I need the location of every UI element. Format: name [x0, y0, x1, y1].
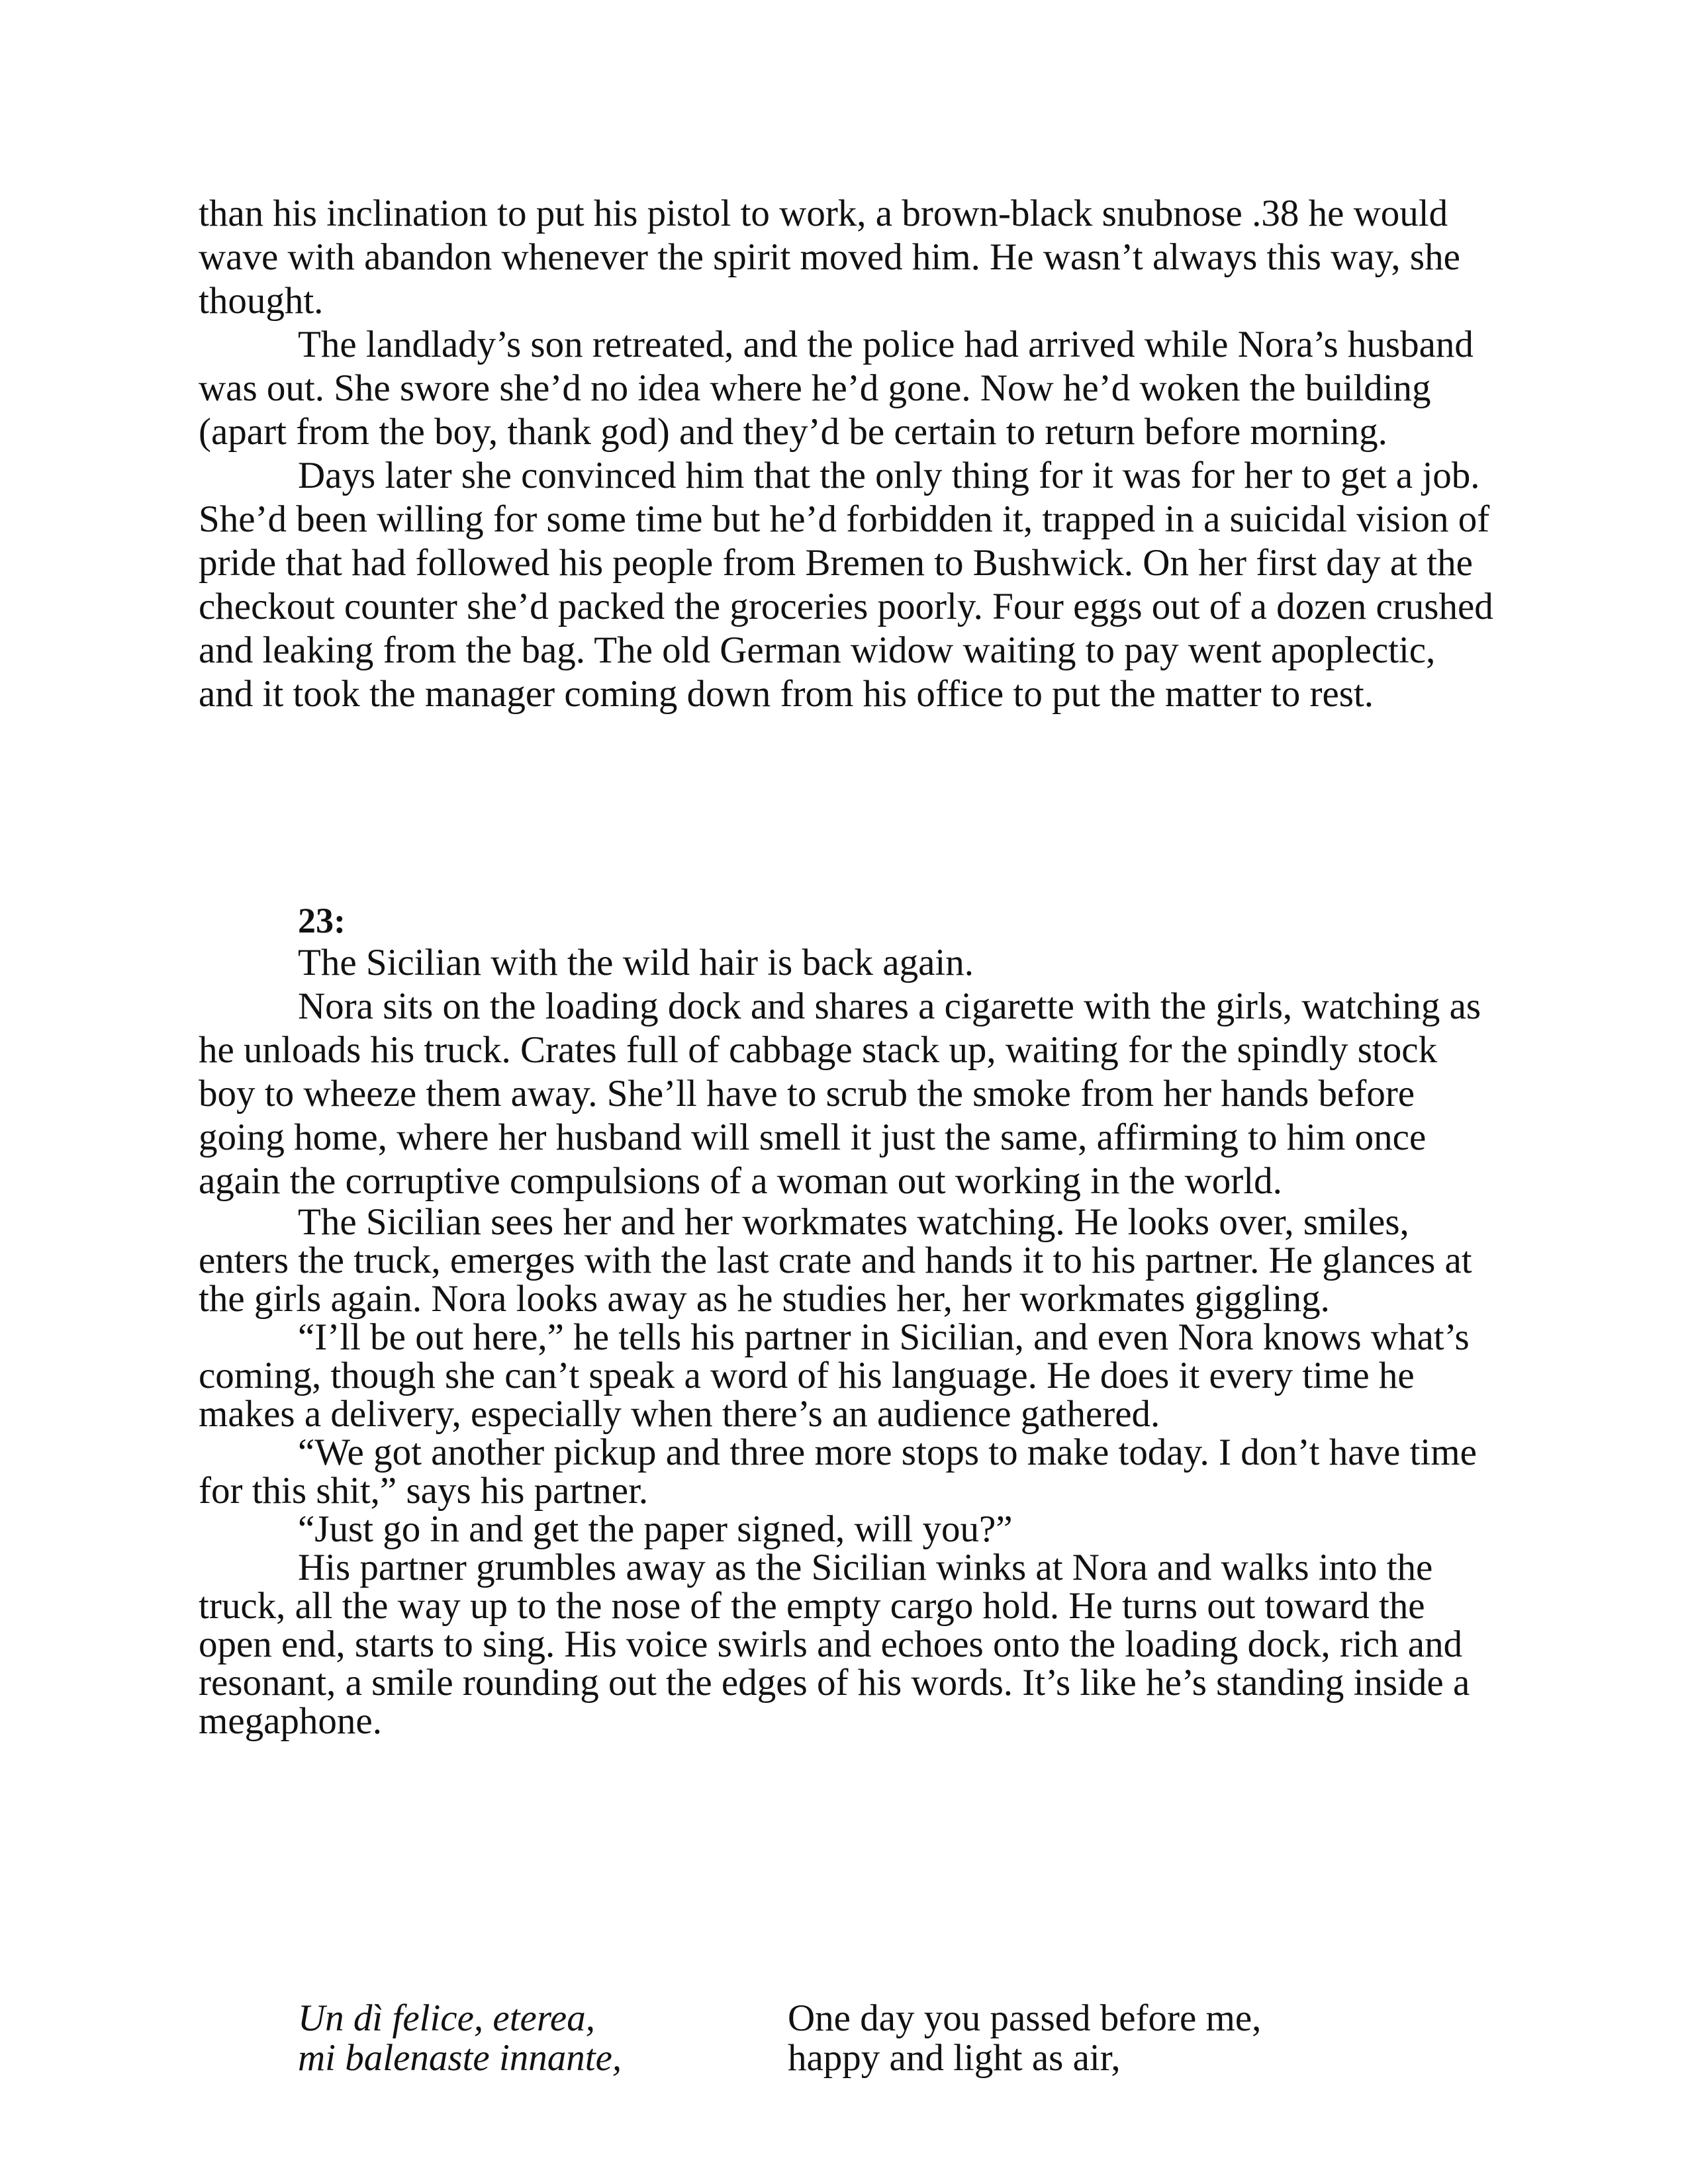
verse-line: One day you passed before me, [788, 1997, 1262, 2039]
verse-italian [298, 1999, 622, 2078]
paragraph: Nora sits on the loading dock and shares a cigarette with the girls, watching as he unloads his truck. Crates full of cabbage stack up, waiting for the spindly stock boy to wheeze them away. She’ll have to scrub the smoke from her hands before going home, where her husband will smell it just the same, affirming to him once again the corruptive compulsions of a woman out working in the world. [199, 985, 1481, 1202]
verse-english [788, 1999, 1261, 2078]
verse-line: Un dì felice, eterea, [298, 1997, 595, 2039]
paragraph: than his inclination to put his pistol to work, a brown-black snubnose .38 he would wave with abandon whenever the spirit moved him. He wasn’t always this way, she thought. [199, 193, 1460, 322]
verse-line: happy and light as air, [788, 2037, 1121, 2079]
opening-text [199, 192, 1496, 716]
paragraph: “We got another pickup and three more stops to make today. I don’t have time for this shit,” says his partner. [199, 1432, 1477, 1512]
paragraph: His partner grumbles away as the Sicilian winks at Nora and walks into the truck, all the way up to the nose of the empty cargo hold. He turns out toward the open end, starts to sing. His voice swirls and echoes onto the loading dock, rich and resonant, a smile rounding out the edges of his words. It’s like he’s standing inside a megaphone. [199, 1547, 1470, 1742]
paragraph: The Sicilian sees her and her workmates watching. He looks over, smiles, enters the truck, emerges with the last crate and hands it to his partner. He glances at the girls again. Nora looks away as he studies her, her workmates giggling. [199, 1201, 1472, 1320]
paragraph: The landlady’s son retreated, and the police had arrived while Nora’s husband was out. She swore she’d no idea where he’d gone. Now he’d woken the building (apart from the boy, thank god) and they’d be certain to return before morning. [199, 324, 1474, 453]
verse-line: mi balenaste innante, [298, 2037, 622, 2079]
paragraph: Days later she convinced him that the only thing for it was for her to get a job. She’d been willing for some time but he’d forbidden it, trapped in a suicidal vision of pride that had followed his people from Bremen to Bushwick. On her first day at the checkout counter she’d packed the groceries poorly. Four eggs out of a dozen crushed and leaking from the bag. The old German widow waiting to pay went apoplectic, and it took the manager coming down from his office to put the matter to rest. [199, 455, 1493, 715]
section-heading: 23: [298, 901, 346, 940]
verse-block [199, 1999, 1496, 2091]
paragraph: “I’ll be out here,” he tells his partner in Sicilian, and even Nora knows what’s coming, though she can’t speak a word of his language. He does it every time he makes a delivery, especially when there’s an audience gathered. [199, 1316, 1470, 1435]
section-23 [199, 900, 1496, 1741]
paragraph: The Sicilian with the wild hair is back again. [298, 942, 974, 983]
paragraph: “Just go in and get the paper signed, will you?” [298, 1508, 1013, 1550]
